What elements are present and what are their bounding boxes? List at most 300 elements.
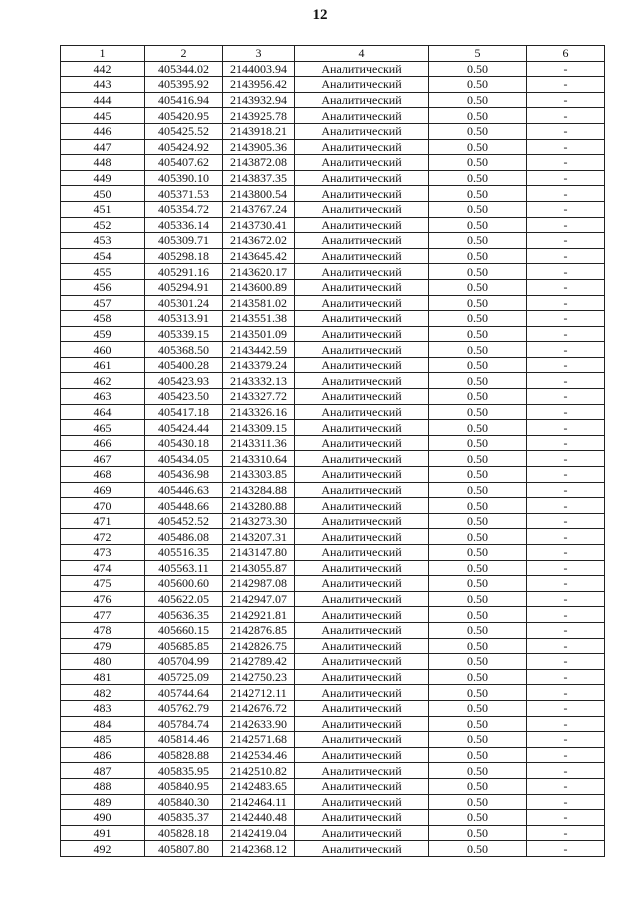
method-cell: Аналитический xyxy=(295,139,429,155)
note-cell: - xyxy=(527,389,605,405)
accuracy-cell: 0.50 xyxy=(429,420,527,436)
x-coordinate-cell: 405298.18 xyxy=(145,248,223,264)
method-cell: Аналитический xyxy=(295,654,429,670)
y-coordinate-cell: 2142750.23 xyxy=(223,669,295,685)
method-cell: Аналитический xyxy=(295,108,429,124)
table-row xyxy=(61,373,605,389)
accuracy-cell: 0.50 xyxy=(429,560,527,576)
y-coordinate-cell: 2142712.11 xyxy=(223,685,295,701)
x-coordinate-cell: 405600.60 xyxy=(145,576,223,592)
accuracy-cell: 0.50 xyxy=(429,763,527,779)
method-cell: Аналитический xyxy=(295,810,429,826)
accuracy-cell: 0.50 xyxy=(429,732,527,748)
x-coordinate-cell: 405354.72 xyxy=(145,201,223,217)
note-cell: - xyxy=(527,794,605,810)
note-cell: - xyxy=(527,61,605,77)
x-coordinate-cell: 405425.52 xyxy=(145,123,223,139)
y-coordinate-cell: 2143918.21 xyxy=(223,123,295,139)
note-cell: - xyxy=(527,482,605,498)
method-cell: Аналитический xyxy=(295,92,429,108)
x-coordinate-cell: 405430.18 xyxy=(145,435,223,451)
point-number-cell: 487 xyxy=(61,763,145,779)
note-cell: - xyxy=(527,825,605,841)
x-coordinate-cell: 405835.95 xyxy=(145,763,223,779)
table-row xyxy=(61,607,605,623)
y-coordinate-cell: 2142826.75 xyxy=(223,638,295,654)
accuracy-cell: 0.50 xyxy=(429,342,527,358)
note-cell: - xyxy=(527,77,605,93)
header-row xyxy=(61,46,605,62)
x-coordinate-cell: 405636.35 xyxy=(145,607,223,623)
table-row xyxy=(61,248,605,264)
point-number-cell: 462 xyxy=(61,373,145,389)
y-coordinate-cell: 2142921.81 xyxy=(223,607,295,623)
accuracy-cell: 0.50 xyxy=(429,248,527,264)
method-cell: Аналитический xyxy=(295,311,429,327)
x-coordinate-cell: 405344.02 xyxy=(145,61,223,77)
table-row xyxy=(61,700,605,716)
method-cell: Аналитический xyxy=(295,529,429,545)
note-cell: - xyxy=(527,170,605,186)
method-cell: Аналитический xyxy=(295,279,429,295)
method-cell: Аналитический xyxy=(295,591,429,607)
accuracy-cell: 0.50 xyxy=(429,451,527,467)
note-cell: - xyxy=(527,435,605,451)
note-cell: - xyxy=(527,155,605,171)
x-coordinate-cell: 405828.18 xyxy=(145,825,223,841)
point-number-cell: 474 xyxy=(61,560,145,576)
point-number-cell: 488 xyxy=(61,778,145,794)
accuracy-cell: 0.50 xyxy=(429,825,527,841)
header-cell-4: 4 xyxy=(295,46,429,62)
header-cell-1: 1 xyxy=(61,46,145,62)
y-coordinate-cell: 2143207.31 xyxy=(223,529,295,545)
note-cell: - xyxy=(527,498,605,514)
accuracy-cell: 0.50 xyxy=(429,435,527,451)
x-coordinate-cell: 405448.66 xyxy=(145,498,223,514)
table-row xyxy=(61,654,605,670)
table-row xyxy=(61,498,605,514)
x-coordinate-cell: 405486.08 xyxy=(145,529,223,545)
table-row xyxy=(61,841,605,857)
accuracy-cell: 0.50 xyxy=(429,295,527,311)
y-coordinate-cell: 2143925.78 xyxy=(223,108,295,124)
note-cell: - xyxy=(527,295,605,311)
x-coordinate-cell: 405563.11 xyxy=(145,560,223,576)
point-number-cell: 479 xyxy=(61,638,145,654)
x-coordinate-cell: 405301.24 xyxy=(145,295,223,311)
y-coordinate-cell: 2142510.82 xyxy=(223,763,295,779)
note-cell: - xyxy=(527,357,605,373)
x-coordinate-cell: 405704.99 xyxy=(145,654,223,670)
note-cell: - xyxy=(527,139,605,155)
method-cell: Аналитический xyxy=(295,669,429,685)
accuracy-cell: 0.50 xyxy=(429,217,527,233)
point-number-cell: 476 xyxy=(61,591,145,607)
y-coordinate-cell: 2142464.11 xyxy=(223,794,295,810)
x-coordinate-cell: 405339.15 xyxy=(145,326,223,342)
note-cell: - xyxy=(527,529,605,545)
accuracy-cell: 0.50 xyxy=(429,201,527,217)
y-coordinate-cell: 2143730.41 xyxy=(223,217,295,233)
point-number-cell: 475 xyxy=(61,576,145,592)
point-number-cell: 484 xyxy=(61,716,145,732)
point-number-cell: 483 xyxy=(61,700,145,716)
note-cell: - xyxy=(527,311,605,327)
x-coordinate-cell: 405828.88 xyxy=(145,747,223,763)
y-coordinate-cell: 2143905.36 xyxy=(223,139,295,155)
x-coordinate-cell: 405416.94 xyxy=(145,92,223,108)
x-coordinate-cell: 405423.50 xyxy=(145,389,223,405)
x-coordinate-cell: 405446.63 xyxy=(145,482,223,498)
table-row xyxy=(61,810,605,826)
coordinates-table xyxy=(60,45,605,857)
note-cell: - xyxy=(527,326,605,342)
point-number-cell: 445 xyxy=(61,108,145,124)
accuracy-cell: 0.50 xyxy=(429,700,527,716)
header-cell-3: 3 xyxy=(223,46,295,62)
point-number-cell: 468 xyxy=(61,467,145,483)
accuracy-cell: 0.50 xyxy=(429,404,527,420)
note-cell: - xyxy=(527,108,605,124)
note-cell: - xyxy=(527,451,605,467)
note-cell: - xyxy=(527,810,605,826)
table-row xyxy=(61,170,605,186)
table-row xyxy=(61,295,605,311)
accuracy-cell: 0.50 xyxy=(429,139,527,155)
accuracy-cell: 0.50 xyxy=(429,77,527,93)
point-number-cell: 478 xyxy=(61,622,145,638)
method-cell: Аналитический xyxy=(295,186,429,202)
method-cell: Аналитический xyxy=(295,545,429,561)
x-coordinate-cell: 405420.95 xyxy=(145,108,223,124)
table-row xyxy=(61,123,605,139)
point-number-cell: 455 xyxy=(61,264,145,280)
x-coordinate-cell: 405744.64 xyxy=(145,685,223,701)
x-coordinate-cell: 405395.92 xyxy=(145,77,223,93)
method-cell: Аналитический xyxy=(295,326,429,342)
table-row xyxy=(61,233,605,249)
y-coordinate-cell: 2143327.72 xyxy=(223,389,295,405)
y-coordinate-cell: 2143620.17 xyxy=(223,264,295,280)
method-cell: Аналитический xyxy=(295,638,429,654)
method-cell: Аналитический xyxy=(295,404,429,420)
y-coordinate-cell: 2143501.09 xyxy=(223,326,295,342)
y-coordinate-cell: 2143280.88 xyxy=(223,498,295,514)
y-coordinate-cell: 2143645.42 xyxy=(223,248,295,264)
point-number-cell: 453 xyxy=(61,233,145,249)
point-number-cell: 444 xyxy=(61,92,145,108)
x-coordinate-cell: 405725.09 xyxy=(145,669,223,685)
note-cell: - xyxy=(527,92,605,108)
x-coordinate-cell: 405336.14 xyxy=(145,217,223,233)
method-cell: Аналитический xyxy=(295,747,429,763)
table-row xyxy=(61,326,605,342)
table-row xyxy=(61,61,605,77)
method-cell: Аналитический xyxy=(295,498,429,514)
method-cell: Аналитический xyxy=(295,217,429,233)
accuracy-cell: 0.50 xyxy=(429,638,527,654)
table-row xyxy=(61,217,605,233)
table-row xyxy=(61,389,605,405)
accuracy-cell: 0.50 xyxy=(429,747,527,763)
method-cell: Аналитический xyxy=(295,435,429,451)
x-coordinate-cell: 405840.30 xyxy=(145,794,223,810)
y-coordinate-cell: 2142633.90 xyxy=(223,716,295,732)
x-coordinate-cell: 405660.15 xyxy=(145,622,223,638)
method-cell: Аналитический xyxy=(295,155,429,171)
method-cell: Аналитический xyxy=(295,123,429,139)
method-cell: Аналитический xyxy=(295,389,429,405)
point-number-cell: 457 xyxy=(61,295,145,311)
y-coordinate-cell: 2143310.64 xyxy=(223,451,295,467)
table-row xyxy=(61,513,605,529)
y-coordinate-cell: 2143284.88 xyxy=(223,482,295,498)
table-row xyxy=(61,139,605,155)
note-cell: - xyxy=(527,248,605,264)
accuracy-cell: 0.50 xyxy=(429,654,527,670)
method-cell: Аналитический xyxy=(295,778,429,794)
table-row xyxy=(61,529,605,545)
table-row xyxy=(61,467,605,483)
note-cell: - xyxy=(527,716,605,732)
accuracy-cell: 0.50 xyxy=(429,513,527,529)
x-coordinate-cell: 405434.05 xyxy=(145,451,223,467)
table-row xyxy=(61,482,605,498)
y-coordinate-cell: 2142571.68 xyxy=(223,732,295,748)
method-cell: Аналитический xyxy=(295,732,429,748)
accuracy-cell: 0.50 xyxy=(429,716,527,732)
method-cell: Аналитический xyxy=(295,201,429,217)
y-coordinate-cell: 2142534.46 xyxy=(223,747,295,763)
y-coordinate-cell: 2143581.02 xyxy=(223,295,295,311)
page-number: 12 xyxy=(312,7,328,23)
accuracy-cell: 0.50 xyxy=(429,778,527,794)
x-coordinate-cell: 405784.74 xyxy=(145,716,223,732)
y-coordinate-cell: 2142483.65 xyxy=(223,778,295,794)
accuracy-cell: 0.50 xyxy=(429,357,527,373)
note-cell: - xyxy=(527,373,605,389)
point-number-cell: 473 xyxy=(61,545,145,561)
method-cell: Аналитический xyxy=(295,607,429,623)
point-number-cell: 486 xyxy=(61,747,145,763)
y-coordinate-cell: 2143442.59 xyxy=(223,342,295,358)
method-cell: Аналитический xyxy=(295,77,429,93)
table-row xyxy=(61,264,605,280)
table-row xyxy=(61,92,605,108)
x-coordinate-cell: 405407.62 xyxy=(145,155,223,171)
x-coordinate-cell: 405807.80 xyxy=(145,841,223,857)
method-cell: Аналитический xyxy=(295,295,429,311)
method-cell: Аналитический xyxy=(295,264,429,280)
accuracy-cell: 0.50 xyxy=(429,591,527,607)
note-cell: - xyxy=(527,685,605,701)
table-row xyxy=(61,545,605,561)
x-coordinate-cell: 405417.18 xyxy=(145,404,223,420)
method-cell: Аналитический xyxy=(295,451,429,467)
table-row xyxy=(61,622,605,638)
point-number-cell: 459 xyxy=(61,326,145,342)
method-cell: Аналитический xyxy=(295,825,429,841)
table-row xyxy=(61,420,605,436)
accuracy-cell: 0.50 xyxy=(429,467,527,483)
y-coordinate-cell: 2143311.36 xyxy=(223,435,295,451)
method-cell: Аналитический xyxy=(295,170,429,186)
accuracy-cell: 0.50 xyxy=(429,685,527,701)
note-cell: - xyxy=(527,233,605,249)
accuracy-cell: 0.50 xyxy=(429,61,527,77)
table-row xyxy=(61,763,605,779)
point-number-cell: 454 xyxy=(61,248,145,264)
accuracy-cell: 0.50 xyxy=(429,373,527,389)
point-number-cell: 452 xyxy=(61,217,145,233)
table-row xyxy=(61,794,605,810)
table-row xyxy=(61,576,605,592)
x-coordinate-cell: 405423.93 xyxy=(145,373,223,389)
table-row xyxy=(61,342,605,358)
y-coordinate-cell: 2142789.42 xyxy=(223,654,295,670)
x-coordinate-cell: 405840.95 xyxy=(145,778,223,794)
table-row xyxy=(61,638,605,654)
y-coordinate-cell: 2143303.85 xyxy=(223,467,295,483)
note-cell: - xyxy=(527,669,605,685)
y-coordinate-cell: 2143672.02 xyxy=(223,233,295,249)
accuracy-cell: 0.50 xyxy=(429,794,527,810)
table-row xyxy=(61,311,605,327)
note-cell: - xyxy=(527,404,605,420)
point-number-cell: 469 xyxy=(61,482,145,498)
table-row xyxy=(61,747,605,763)
note-cell: - xyxy=(527,560,605,576)
header-cell-2: 2 xyxy=(145,46,223,62)
y-coordinate-cell: 2143872.08 xyxy=(223,155,295,171)
point-number-cell: 481 xyxy=(61,669,145,685)
method-cell: Аналитический xyxy=(295,373,429,389)
point-number-cell: 472 xyxy=(61,529,145,545)
point-number-cell: 491 xyxy=(61,825,145,841)
point-number-cell: 489 xyxy=(61,794,145,810)
note-cell: - xyxy=(527,123,605,139)
point-number-cell: 471 xyxy=(61,513,145,529)
table-row xyxy=(61,155,605,171)
header-cell-5: 5 xyxy=(429,46,527,62)
point-number-cell: 465 xyxy=(61,420,145,436)
y-coordinate-cell: 2142987.08 xyxy=(223,576,295,592)
note-cell: - xyxy=(527,654,605,670)
accuracy-cell: 0.50 xyxy=(429,607,527,623)
method-cell: Аналитический xyxy=(295,61,429,77)
y-coordinate-cell: 2144003.94 xyxy=(223,61,295,77)
table-row xyxy=(61,435,605,451)
accuracy-cell: 0.50 xyxy=(429,576,527,592)
point-number-cell: 480 xyxy=(61,654,145,670)
table-row xyxy=(61,186,605,202)
accuracy-cell: 0.50 xyxy=(429,92,527,108)
accuracy-cell: 0.50 xyxy=(429,264,527,280)
x-coordinate-cell: 405371.53 xyxy=(145,186,223,202)
y-coordinate-cell: 2142440.48 xyxy=(223,810,295,826)
method-cell: Аналитический xyxy=(295,576,429,592)
method-cell: Аналитический xyxy=(295,685,429,701)
point-number-cell: 482 xyxy=(61,685,145,701)
accuracy-cell: 0.50 xyxy=(429,186,527,202)
y-coordinate-cell: 2143273.30 xyxy=(223,513,295,529)
y-coordinate-cell: 2143767.24 xyxy=(223,201,295,217)
note-cell: - xyxy=(527,217,605,233)
note-cell: - xyxy=(527,576,605,592)
x-coordinate-cell: 405452.52 xyxy=(145,513,223,529)
point-number-cell: 448 xyxy=(61,155,145,171)
accuracy-cell: 0.50 xyxy=(429,810,527,826)
note-cell: - xyxy=(527,201,605,217)
note-cell: - xyxy=(527,700,605,716)
y-coordinate-cell: 2143055.87 xyxy=(223,560,295,576)
accuracy-cell: 0.50 xyxy=(429,529,527,545)
note-cell: - xyxy=(527,622,605,638)
y-coordinate-cell: 2143309.15 xyxy=(223,420,295,436)
table-row xyxy=(61,778,605,794)
method-cell: Аналитический xyxy=(295,763,429,779)
point-number-cell: 450 xyxy=(61,186,145,202)
point-number-cell: 451 xyxy=(61,201,145,217)
note-cell: - xyxy=(527,513,605,529)
accuracy-cell: 0.50 xyxy=(429,155,527,171)
table-row xyxy=(61,451,605,467)
table-row xyxy=(61,560,605,576)
table-row xyxy=(61,669,605,685)
point-number-cell: 463 xyxy=(61,389,145,405)
x-coordinate-cell: 405436.98 xyxy=(145,467,223,483)
table-header xyxy=(61,46,605,62)
table-row xyxy=(61,279,605,295)
x-coordinate-cell: 405424.92 xyxy=(145,139,223,155)
method-cell: Аналитический xyxy=(295,700,429,716)
table-row xyxy=(61,825,605,841)
accuracy-cell: 0.50 xyxy=(429,123,527,139)
note-cell: - xyxy=(527,763,605,779)
y-coordinate-cell: 2142368.12 xyxy=(223,841,295,857)
x-coordinate-cell: 405294.91 xyxy=(145,279,223,295)
x-coordinate-cell: 405390.10 xyxy=(145,170,223,186)
method-cell: Аналитический xyxy=(295,342,429,358)
y-coordinate-cell: 2143332.13 xyxy=(223,373,295,389)
point-number-cell: 464 xyxy=(61,404,145,420)
y-coordinate-cell: 2143932.94 xyxy=(223,92,295,108)
method-cell: Аналитический xyxy=(295,794,429,810)
x-coordinate-cell: 405424.44 xyxy=(145,420,223,436)
x-coordinate-cell: 405291.16 xyxy=(145,264,223,280)
y-coordinate-cell: 2143147.80 xyxy=(223,545,295,561)
y-coordinate-cell: 2143379.24 xyxy=(223,357,295,373)
note-cell: - xyxy=(527,732,605,748)
note-cell: - xyxy=(527,186,605,202)
accuracy-cell: 0.50 xyxy=(429,279,527,295)
method-cell: Аналитический xyxy=(295,560,429,576)
point-number-cell: 449 xyxy=(61,170,145,186)
method-cell: Аналитический xyxy=(295,233,429,249)
point-number-cell: 467 xyxy=(61,451,145,467)
x-coordinate-cell: 405516.35 xyxy=(145,545,223,561)
accuracy-cell: 0.50 xyxy=(429,622,527,638)
note-cell: - xyxy=(527,607,605,623)
note-cell: - xyxy=(527,591,605,607)
x-coordinate-cell: 405622.05 xyxy=(145,591,223,607)
point-number-cell: 492 xyxy=(61,841,145,857)
table-row xyxy=(61,404,605,420)
table-row xyxy=(61,201,605,217)
method-cell: Аналитический xyxy=(295,467,429,483)
point-number-cell: 456 xyxy=(61,279,145,295)
